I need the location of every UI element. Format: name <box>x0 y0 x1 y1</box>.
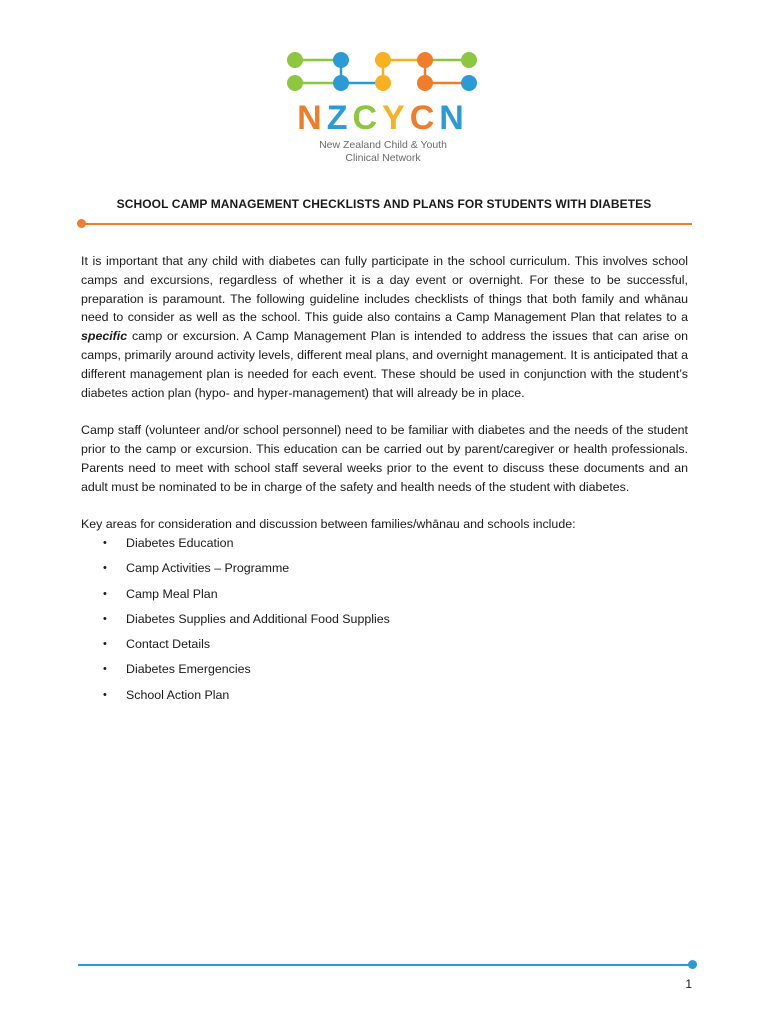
logo-subtitle-line2: Clinical Network <box>345 152 421 164</box>
list-item-label: Contact Details <box>126 637 211 652</box>
list-item-label: Diabetes Supplies and Additional Food Supplies <box>126 611 390 626</box>
list-item <box>81 559 688 584</box>
header-rule <box>82 223 692 225</box>
list-item-label: Diabetes Emergencies <box>126 662 251 677</box>
logo-letter: N <box>297 99 327 137</box>
bullet-icon: • <box>103 536 107 549</box>
document-body <box>81 252 688 711</box>
list-item-label: Camp Activities – Programme <box>126 561 290 576</box>
logo-subtitle-line1: New Zealand Child & Youth <box>319 139 447 151</box>
bullet-icon: • <box>103 663 107 676</box>
logo-letter: N <box>439 99 469 137</box>
list-item <box>81 585 688 610</box>
bullet-icon: • <box>103 587 107 600</box>
logo-letter: Y <box>382 99 410 137</box>
document-title: SCHOOL CAMP MANAGEMENT CHECKLISTS AND PLANS FOR STUDENTS WITH DIABETES <box>116 197 652 211</box>
footer-rule-dot <box>688 960 697 969</box>
list-item-label: Camp Meal Plan <box>126 586 218 601</box>
bullet-icon: • <box>103 612 107 625</box>
list-item <box>81 660 688 685</box>
logo-letter: C <box>409 99 440 137</box>
paragraph-camp-staff: Camp staff (volunteer and/or school personnel) need to be familiar with diabetes and the needs of the student prior to the camp or excursion. This education can be carried out by parent/caregiver or health professionals. Parents need to meet with school staff several weeks prior to the event to discuss these documents and an adult must be nominated to be in charge of the safety and health needs of the student with diabetes. <box>81 423 688 494</box>
key-areas-list <box>81 534 688 711</box>
bullet-icon: • <box>103 638 107 651</box>
list-item <box>81 534 688 559</box>
key-areas-intro: Key areas for consideration and discussion between families/whānau and schools include: <box>81 517 576 532</box>
logo-letter: C <box>352 99 383 137</box>
list-item <box>81 635 688 660</box>
list-item-label: Diabetes Education <box>126 535 234 550</box>
paragraph-intro-part1: It is important that any child with diabetes can fully participate in the school curriculum. This involves school camps and excursions, regardless of whether it is a day event or overnight. For these to be successful, preparation is paramount. The following guideline includes checklists of things that both family and whānau need to consider as well as the school. This guide also contains a Camp Management Plan that relates to a <box>81 254 688 325</box>
list-item <box>81 686 688 711</box>
list-item <box>81 610 688 635</box>
paragraph-intro <box>81 252 688 402</box>
paragraph-intro-part2: camp or excursion. A Camp Management Plan is intended to address the issues that can arise on camps, primarily around activity levels, different meal plans, and overnight management. It is anticipated that a different management plan is needed for each event. These should be used in conjunction with the student’s diabetes action plan (hypo- and hyper-management) that will already be in place. <box>81 329 688 400</box>
bullet-icon: • <box>103 562 107 575</box>
bullet-icon: • <box>103 688 107 701</box>
logo-letter: Z <box>326 99 353 137</box>
network-graphic-icon <box>283 46 483 101</box>
list-item-label: School Action Plan <box>126 687 230 702</box>
nzcycn-logo <box>283 46 483 166</box>
emphasis-specific: specific <box>81 329 128 344</box>
page-number: 1 <box>685 977 692 991</box>
logo-wordmark <box>283 101 483 135</box>
footer-rule <box>78 964 692 966</box>
logo-subtitle <box>283 139 483 165</box>
